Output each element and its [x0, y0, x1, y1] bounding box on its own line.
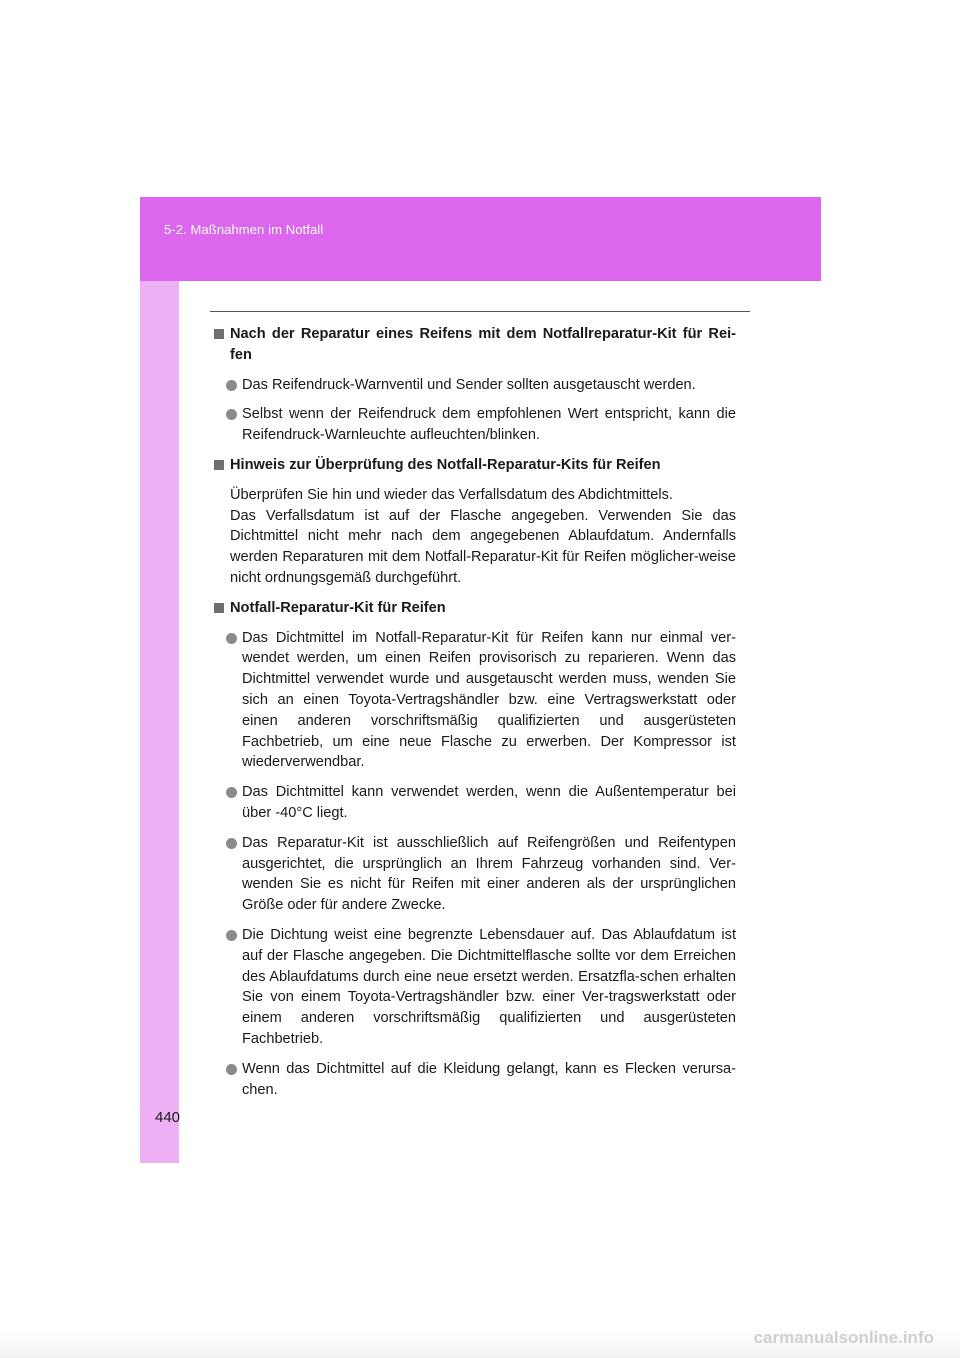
bullet-dot-icon: [226, 380, 237, 391]
bullet-dot-icon: [226, 409, 237, 420]
chapter-side-bar: [140, 197, 179, 1163]
chapter-header-band: [140, 197, 821, 281]
list-item: [214, 628, 736, 774]
square-icon: [214, 329, 224, 339]
watermark: carmanualsonline.info: [753, 1328, 934, 1347]
list-item: [214, 833, 736, 916]
list-item: [214, 375, 736, 396]
divider: [210, 311, 750, 312]
bullet-text: Das Dichtmittel kann verwendet werden, wenn die Außentemperatur bei über -40°C liegt.: [242, 784, 736, 821]
page-number: 440: [155, 1109, 181, 1126]
bullet-dot-icon: [226, 838, 237, 849]
section-heading: [214, 598, 736, 619]
heading-text: Hinweis zur Überprüfung des Notfall-Reparatur-Kits für Reifen: [230, 456, 661, 473]
heading-text: Notfall-Reparatur-Kit für Reifen: [230, 599, 446, 616]
main-content: [214, 324, 736, 1109]
section-heading: [214, 324, 736, 366]
paragraph-line: Das Verfallsdatum ist auf der Flasche angegeben. Verwenden Sie das Dichtmittel nicht mehr nach dem angegebenen Ablaufdatum. Andernfalls werden Reparaturen mit dem Notfall-Reparatur-Kit für Reifen möglicher-weise nicht ordnungsgemäß durchgeführt.: [230, 507, 736, 586]
heading-text: Nach der Reparatur eines Reifens mit dem Notfallreparatur-Kit für Rei-fen: [230, 326, 736, 363]
bullet-dot-icon: [226, 633, 237, 644]
paragraph: [214, 485, 736, 589]
bullet-text: Wenn das Dichtmittel auf die Kleidung gelangt, kann es Flecken verursa-chen.: [242, 1060, 736, 1098]
bullet-text: Das Reifendruck-Warnventil und Sender sollten ausgetauscht werden.: [242, 376, 696, 393]
section-heading: [214, 455, 736, 476]
square-icon: [214, 603, 224, 613]
bullet-dot-icon: [226, 1064, 237, 1075]
bullet-text: Das Reparatur-Kit ist ausschließlich auf Reifengrößen und Reifentypen ausgerichtet, die ursprünglich an Ihrem Fahrzeug vorhanden sind. Ver-wenden Sie es nicht für Reifen mit einer anderen als der ursprünglichen Größe oder für andere Zwecke.: [242, 834, 736, 914]
bullet-dot-icon: [226, 930, 237, 941]
bullet-text: Das Dichtmittel im Notfall-Reparatur-Kit für Reifen kann nur einmal ver-wendet werden, um einen Reifen provisorisch zu reparieren. Wenn das Dichtmittel verwendet wurde und ausgetauscht werden muss, wenden Sie sich an einen Toyota-Vertragshändler bzw. eine Vertragswerkstatt oder einen anderen vorschriftsmäßig qualifizierten und ausgerüsteten Fachbetrieb, um eine neue Flasche zu erwerben. Der Kompressor ist wiederverwendbar.: [242, 629, 736, 771]
square-icon: [214, 460, 224, 470]
section-title: 5-2. Maßnahmen im Notfall: [164, 222, 324, 237]
list-item: [214, 925, 736, 1050]
bullet-text: Selbst wenn der Reifendruck dem empfohlenen Wert entspricht, kann die Reifendruck-Warnleuchte aufleuchten/blinken.: [242, 406, 736, 444]
bullet-dot-icon: [226, 787, 237, 798]
list-item: [214, 1059, 736, 1101]
bullet-text: Die Dichtung weist eine begrenzte Lebensdauer auf. Das Ablaufdatum ist auf der Flasche angegeben. Die Dichtmittelflasche sollte vor dem Erreichen des Ablaufdatums durch eine neue ersetzt werden. Ersatzfla-schen erhalten Sie von einem Toyota-Vertragshändler bzw. einer Ver-tragswerkstatt oder einem anderen vorschriftsmäßig qualifizierten und ausgerüsteten Fachbetrieb.: [242, 926, 736, 1047]
list-item: [214, 782, 736, 824]
list-item: [214, 404, 736, 446]
paragraph-line: Überprüfen Sie hin und wieder das Verfallsdatum des Abdichtmittels.: [230, 486, 673, 503]
